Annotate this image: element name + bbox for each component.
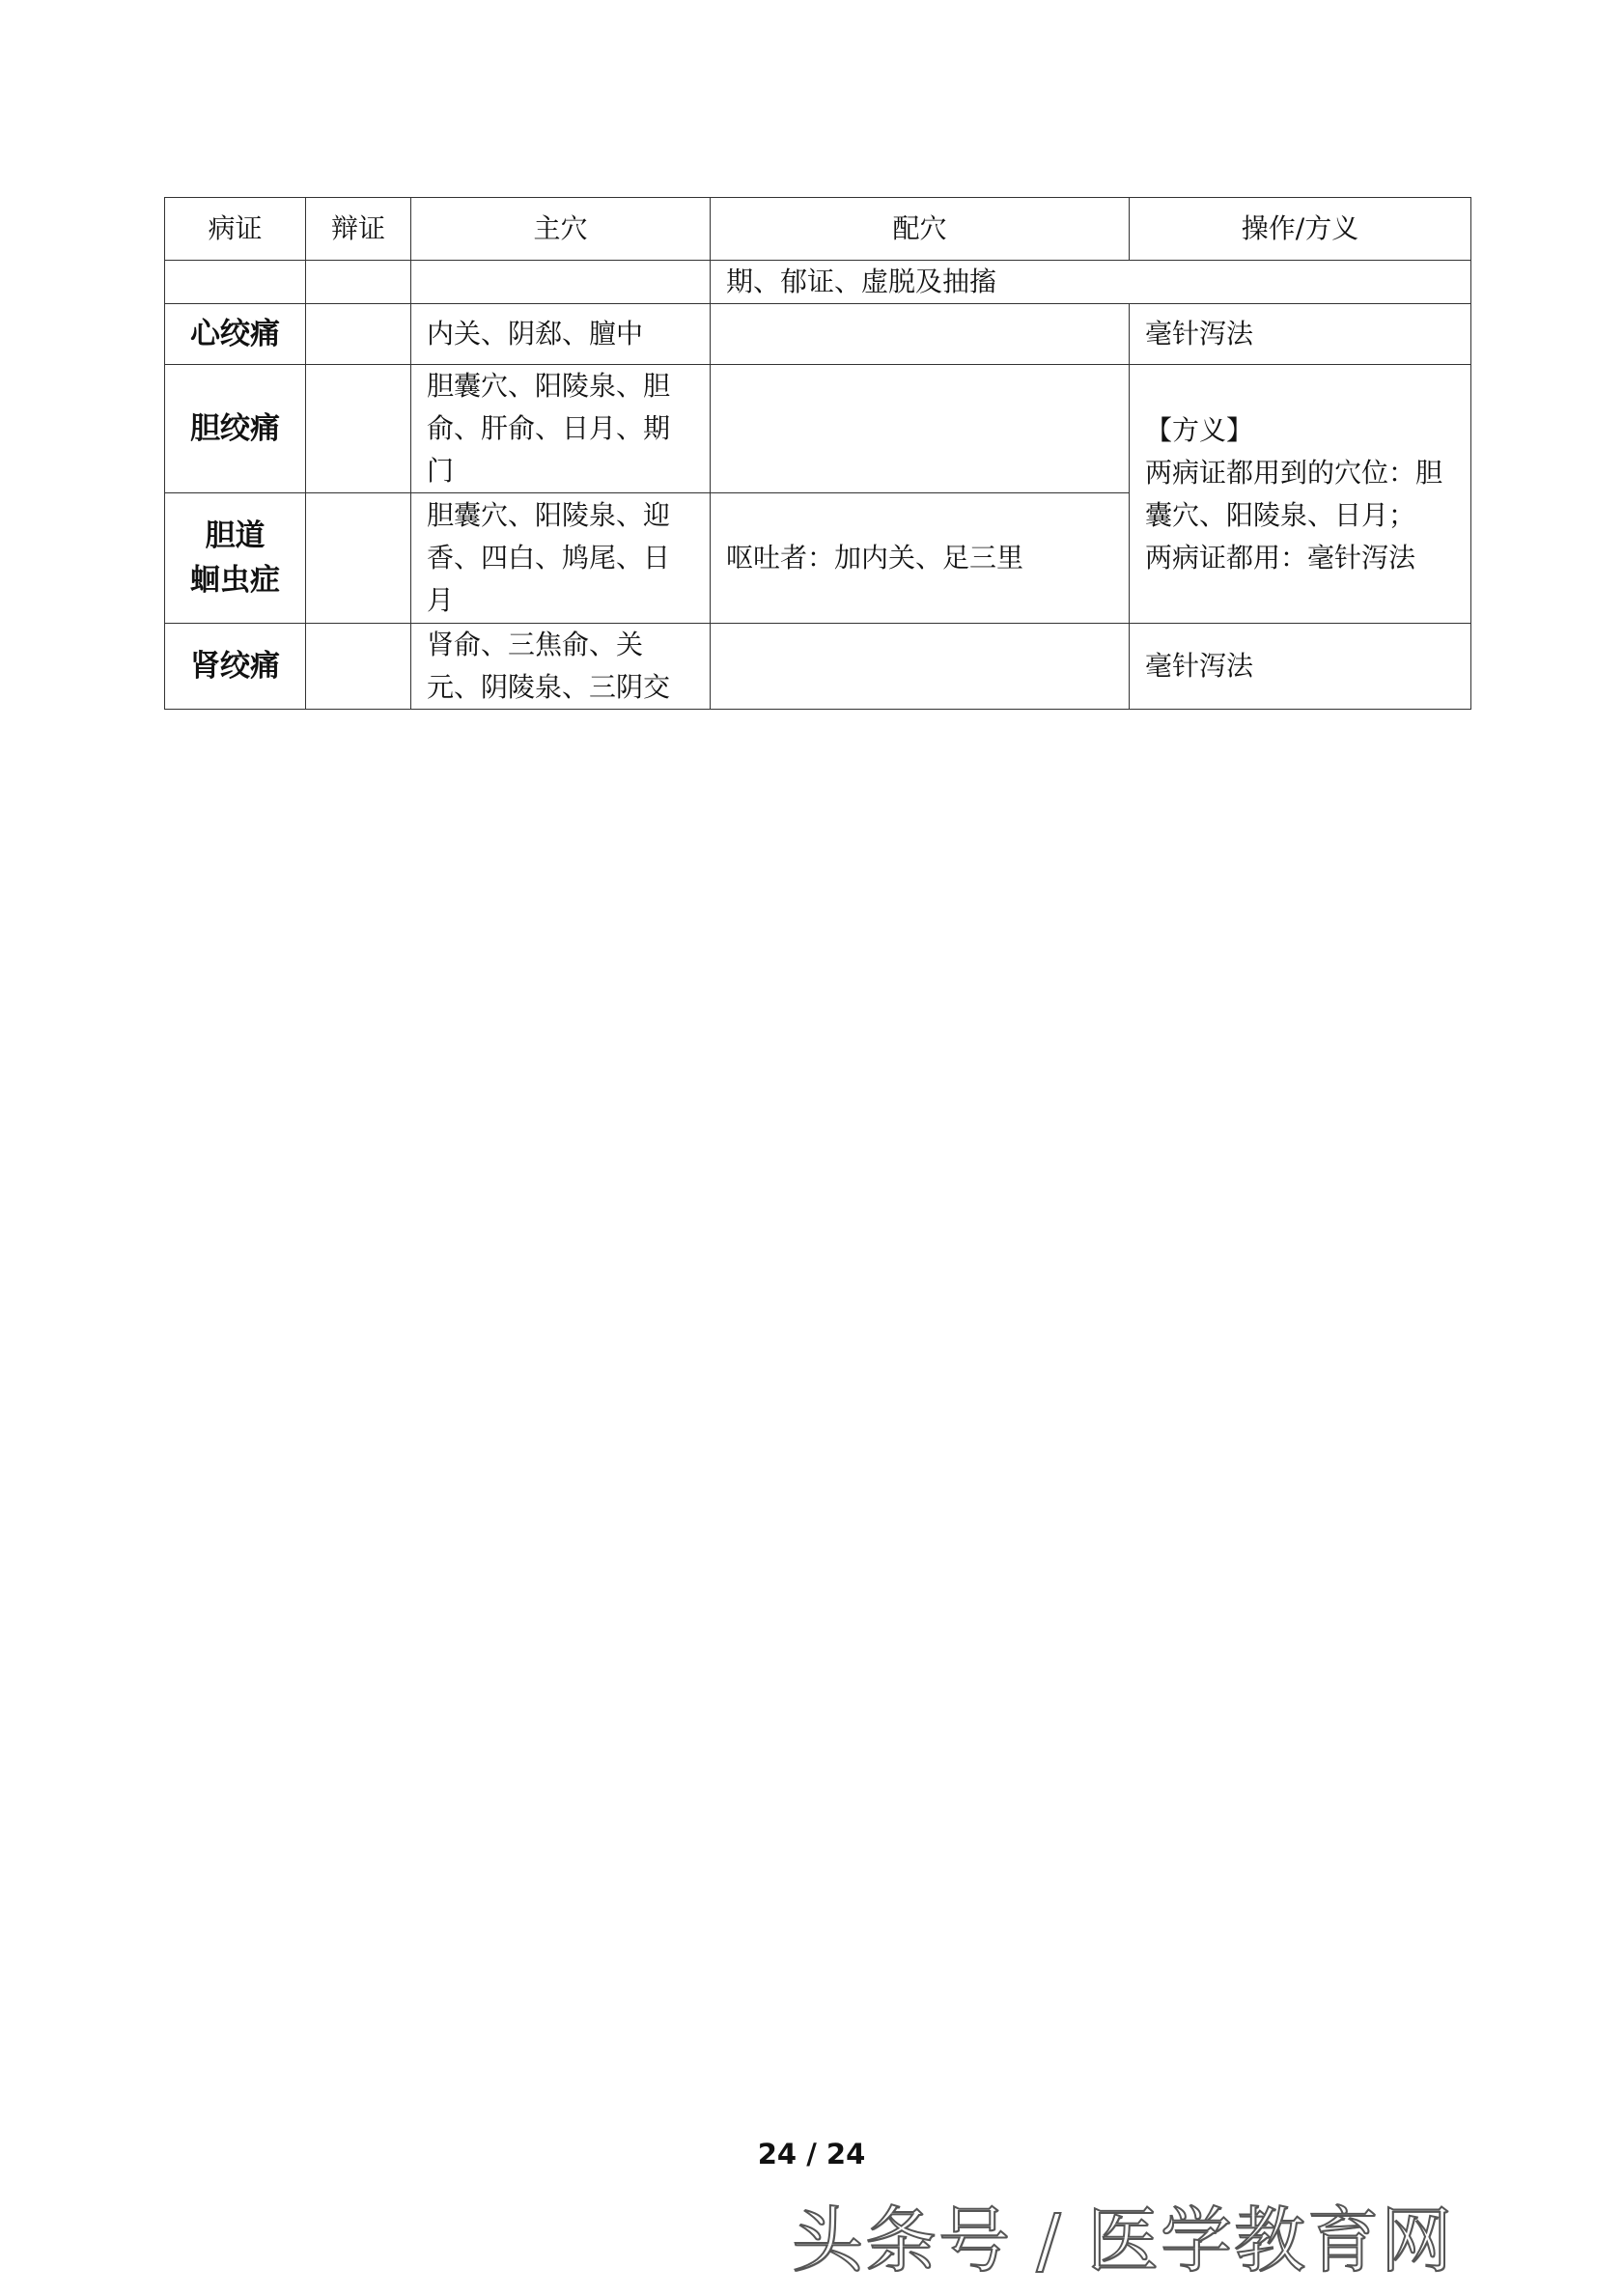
disease-name xyxy=(165,493,306,624)
pattern-cell xyxy=(306,624,411,710)
note-line: 两病证都用：毫针泻法 xyxy=(1145,541,1416,574)
main-points-cell: 肾俞、三焦俞、关元、阴陵泉、三阴交 xyxy=(411,624,711,710)
main-points-cell: 胆囊穴、阳陵泉、胆俞、肝俞、日月、期门 xyxy=(411,365,711,493)
header-main-points: 主穴 xyxy=(411,198,711,261)
disease-name: 肾绞痛 xyxy=(165,624,306,710)
table-header-row xyxy=(165,198,1471,261)
watermark: 头条号 / 医学教育网 xyxy=(792,2199,1454,2282)
operation-cell: 毫针泻法 xyxy=(1130,624,1471,710)
disease-name: 心绞痛 xyxy=(165,304,306,365)
main-points-cell: 内关、阴郄、膻中 xyxy=(411,304,711,365)
table-row xyxy=(165,624,1471,710)
table-row xyxy=(165,304,1471,365)
pattern-cell xyxy=(306,365,411,493)
shared-note-cell xyxy=(1130,365,1471,624)
cell-empty xyxy=(411,261,711,304)
disease-name-line: 蛔虫症 xyxy=(190,563,280,598)
acupuncture-treatment-table xyxy=(164,197,1471,710)
main-points-cell: 胆囊穴、阳陵泉、迎香、四白、鸠尾、日月 xyxy=(411,493,711,624)
header-operation: 操作/方义 xyxy=(1130,198,1471,261)
pattern-cell xyxy=(306,304,411,365)
page-number: 24 / 24 xyxy=(757,2138,866,2170)
operation-cell: 毫针泻法 xyxy=(1130,304,1471,365)
table-row xyxy=(165,365,1471,493)
header-pattern: 辩证 xyxy=(306,198,411,261)
assist-points-cell xyxy=(711,624,1130,710)
assist-points-cell xyxy=(711,365,1130,493)
table-row-continuation xyxy=(165,261,1471,304)
cell-empty xyxy=(165,261,306,304)
note-heading: 【方义】 xyxy=(1145,413,1254,446)
note-line: 两病证都用到的穴位：胆囊穴、阳陵泉、日月； xyxy=(1145,456,1443,531)
continuation-text: 期、郁证、虚脱及抽搐 xyxy=(711,261,1471,304)
disease-name-line: 胆道 xyxy=(205,518,266,553)
disease-name: 胆绞痛 xyxy=(165,365,306,493)
header-disease: 病证 xyxy=(165,198,306,261)
assist-points-cell xyxy=(711,304,1130,365)
pattern-cell xyxy=(306,493,411,624)
cell-empty xyxy=(306,261,411,304)
header-assist-points: 配穴 xyxy=(711,198,1130,261)
assist-points-cell: 呕吐者：加内关、足三里 xyxy=(711,493,1130,624)
